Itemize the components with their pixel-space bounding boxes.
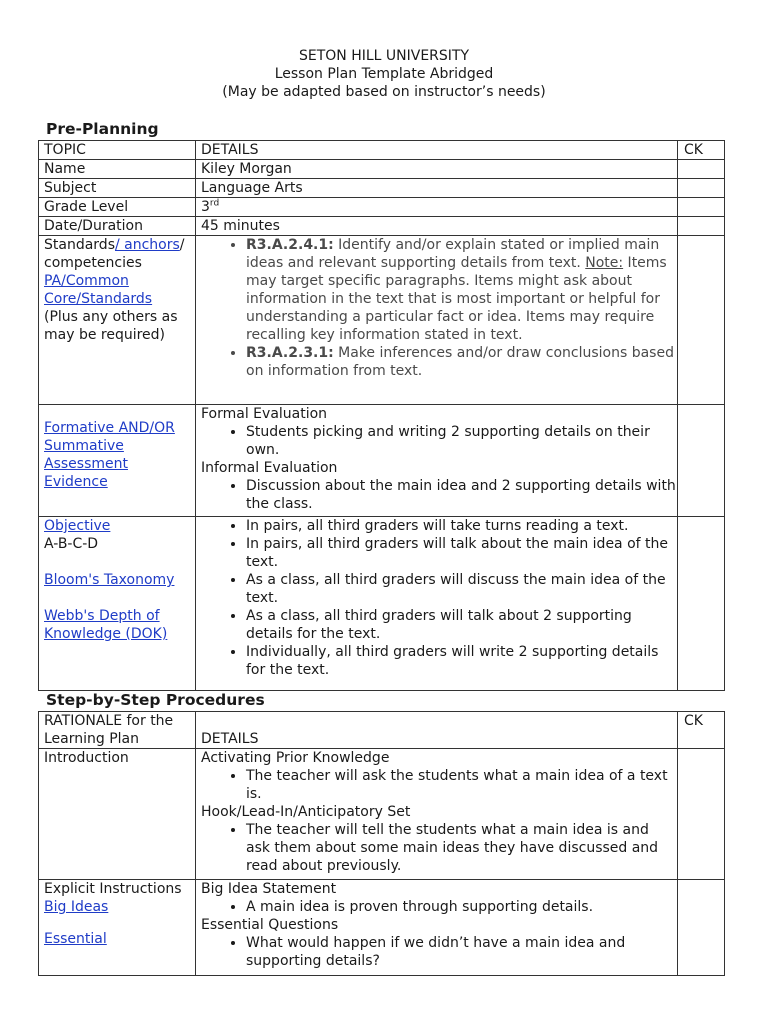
standards-details	[196, 236, 678, 405]
col-ck: CK	[678, 141, 725, 160]
objective-list	[201, 517, 677, 679]
ck-cell[interactable]	[678, 405, 725, 517]
objective-details	[196, 517, 678, 691]
abcd-label: A-B-C-D	[44, 536, 99, 552]
table-row	[39, 179, 725, 198]
anchors-link[interactable]: / anchors	[114, 237, 180, 253]
template-note: (May be adapted based on instructor’s needs)	[222, 84, 546, 100]
ck-cell[interactable]	[678, 160, 725, 179]
prior-knowledge-list	[201, 767, 677, 803]
ck-cell[interactable]	[678, 880, 725, 976]
row-details: Kiley Morgan	[196, 160, 678, 179]
list-item: • The teacher will tell the students what a main idea is and ask them about some main ideas they have discussed and read about previously.	[246, 821, 677, 875]
webbs-dok-link[interactable]: Webb's Depth of Knowledge (DOK)	[44, 608, 168, 642]
table-header-row	[39, 141, 725, 160]
objective-topic	[39, 517, 196, 691]
ck-cell[interactable]	[678, 749, 725, 880]
hook-list	[201, 821, 677, 875]
grade-suffix: rd	[209, 198, 220, 209]
standard-text: Identify and/or explain stated or implied main ideas and relevant supporting details from text.	[246, 237, 660, 271]
essential-questions-list	[201, 934, 677, 970]
list-item: • A main idea is proven through supporting details.	[246, 898, 677, 916]
big-ideas-link[interactable]: Big Ideas	[44, 899, 109, 915]
list-item: • Individually, all third graders will write 2 supporting details for the text.	[246, 643, 677, 679]
row-details	[196, 198, 678, 217]
list-item	[246, 236, 677, 344]
formal-evaluation-label: Formal Evaluation	[201, 406, 328, 422]
assessment-topic	[39, 405, 196, 517]
ck-cell[interactable]	[678, 517, 725, 691]
standards-label: Standards	[44, 237, 115, 253]
standard-text: Make inferences and/or draw conclusions based on information from text.	[246, 345, 674, 379]
explicit-topic	[39, 880, 196, 976]
standards-list	[201, 236, 677, 380]
row-topic: Grade Level	[39, 198, 196, 217]
informal-list	[201, 477, 677, 513]
col-topic: TOPIC	[39, 141, 196, 160]
explicit-row	[39, 880, 725, 976]
introduction-row	[39, 749, 725, 880]
preplanning-title: Pre-Planning	[46, 120, 159, 138]
pa-common-core-link[interactable]: PA/Common Core/Standards	[44, 273, 153, 307]
list-item: • Students picking and writing 2 supporting details on their own.	[246, 423, 677, 459]
competencies-label: / competencies	[44, 237, 185, 271]
explicit-label: Explicit Instructions	[44, 881, 182, 897]
list-item: • What would happen if we didn’t have a main idea and supporting details?	[246, 934, 677, 970]
ck-cell[interactable]	[678, 198, 725, 217]
ck-cell[interactable]	[678, 217, 725, 236]
assessment-details	[196, 405, 678, 517]
list-item: • In pairs, all third graders will take turns reading a text.	[246, 517, 677, 535]
document-header	[0, 47, 768, 101]
list-item: • As a class, all third graders will discuss the main idea of the text.	[246, 571, 677, 607]
preplanning-table	[38, 140, 725, 691]
informal-evaluation-label: Informal Evaluation	[201, 460, 338, 476]
hook-label: Hook/Lead-In/Anticipatory Set	[201, 804, 411, 820]
list-item: • Discussion about the main idea and 2 supporting details with the class.	[246, 477, 677, 513]
row-topic: Subject	[39, 179, 196, 198]
standards-topic	[39, 236, 196, 405]
introduction-details	[196, 749, 678, 880]
list-item: • The teacher will ask the students what a main idea of a text is.	[246, 767, 677, 803]
prior-knowledge-label: Activating Prior Knowledge	[201, 750, 390, 766]
row-details: Language Arts	[196, 179, 678, 198]
essential-link[interactable]: Essential	[44, 931, 107, 947]
university-name: SETON HILL UNIVERSITY	[298, 48, 470, 64]
assessment-link[interactable]: Formative AND/OR Summative Assessment Evidence	[44, 420, 175, 490]
row-topic: Name	[39, 160, 196, 179]
ck-cell[interactable]	[678, 179, 725, 198]
list-item	[246, 344, 677, 380]
note-text: Items may target specific paragraphs. Items might ask about information in the text that is most important or helpful for understanding a particular fact or idea. Items may require recalling key information stated in text.	[246, 255, 667, 343]
big-idea-list	[201, 898, 677, 916]
formal-list	[201, 423, 677, 459]
col-ck: CK	[678, 712, 725, 749]
essential-questions-label: Essential Questions	[201, 917, 339, 933]
standard-code: R3.A.2.3.1:	[246, 345, 334, 361]
standard-code: R3.A.2.4.1:	[246, 237, 334, 253]
table-row	[39, 160, 725, 179]
standards-row	[39, 236, 725, 405]
procedures-title: Step-by-Step Procedures	[46, 691, 265, 709]
blooms-taxonomy-link[interactable]: Bloom's Taxonomy	[44, 572, 175, 588]
row-topic: Date/Duration	[39, 217, 196, 236]
table-row	[39, 217, 725, 236]
template-title: Lesson Plan Template Abridged	[274, 66, 494, 82]
grade-value: 3	[201, 199, 210, 215]
list-item: • In pairs, all third graders will talk about the main idea of the text.	[246, 535, 677, 571]
col-rationale: RATIONALE for the Learning Plan	[39, 712, 196, 749]
ck-cell[interactable]	[678, 236, 725, 405]
introduction-label: Introduction	[39, 749, 196, 880]
objective-row	[39, 517, 725, 691]
objective-link[interactable]: Objective	[44, 518, 111, 534]
col-details: DETAILS	[196, 141, 678, 160]
explicit-details	[196, 880, 678, 976]
procedures-table	[38, 711, 725, 976]
table-header-row	[39, 712, 725, 749]
list-item: • As a class, all third graders will talk about 2 supporting details for the text.	[246, 607, 677, 643]
row-details: 45 minutes	[196, 217, 678, 236]
note-label: Note:	[585, 255, 624, 271]
big-idea-label: Big Idea Statement	[201, 881, 337, 897]
col-details: DETAILS	[196, 712, 678, 749]
assessment-row	[39, 405, 725, 517]
standards-note: (Plus any others as may be required)	[44, 309, 178, 343]
table-row	[39, 198, 725, 217]
